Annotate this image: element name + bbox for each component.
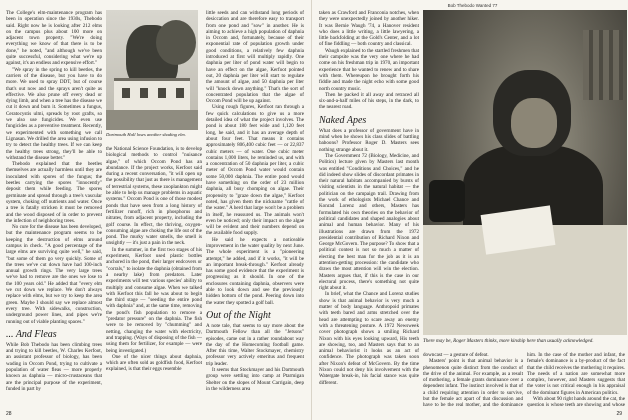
paragraph: One of the nicer things about daphnia, which are often sold as goldfish food, Kerfoot explained, is that their eggs resemble [106, 353, 202, 373]
paragraph: Using rough figures, Kerfoot ran through a few quick calculations to give us a more detailed idea of what the project involves. The pond is about 180 feet wide and 1,120 feet long, he said, and it has an average depth of about four feet. That means it contains approximately 806,400 cubic feet — or 22,837 cubic meters — of water. One cubic meter contains 1,000 liters, he reminded us, and with a concentration of 50 daphnia per liter, a cubic meter of Occom Pond water would contain some 50,000 daphnia. The entire pond would have something on the order of 23 million daphnia, all busy chomping on algae. Their propensity to "graze down the algae," Kerfoot noted, has given them the nickname "cattle of the water." A herd that large won't be a problem in itself, he reassured us. The animals won't even be noticed; only their impact on the algae will be evident and their numbers depend on the available food supply. [206, 104, 304, 237]
page-number: 28 [6, 411, 12, 417]
paragraph: him. In the case of the mother and infant, the female's dominance is a by-product of the fact that the child receives the mothering it requires. The needs of a nation are somewhat more complex, however, and Masters suggests that the voter is not critical enough in his appraisal of the dominant figures in American politics. [527, 352, 625, 396]
paragraph: "We spray in the spring to kill beetles, the carriers of the disease, but you have to do more. We used to spray DDT, but of course that's out now and the sprays aren't quite as effective. We also prune off every dead or dying limb, and when a tree has the disease we cut it down and burn it. Sometimes a fungus, Ceratocystis ulmi, spreads by root grafts, so we also use fungicides. We even use fungicides as a preventive treatment. Recently, we experimented with something we call Lignasan. We drilled the area using infusion to try to detect the healthy trees. If we can keep the healthy trees strong, they'll be able to withstand the disease better." [6, 66, 102, 161]
section-heading: Out of the Night [206, 309, 271, 321]
paragraph: In brief, what the Chance and Lorenz studies show is that animal behavior is very much a matter of body language. Anthropoid primates with teeth bared and arms stretched over the head are attempting to scare away an enemy with a threatening posture. A 1972 Newsweek cover photograph shows a smiling Richard Nixon with his eyes looking upward, His teeth are showing, too, and Masters says that to an animal behaviorist it looks as an act of confidence. The photograph was taken soon after Nixon's defeat of McGovern. By the time Nixon could not deny his involvement with the Watergate break-in, his facial stance was quite different. [319, 291, 419, 386]
paragraph: With about 90 right hands around the cat, the question is whose teeth are showing and whose [527, 396, 625, 408]
paragraph: Then he packed it all away and retraced all six-and-a-half miles of his steps, in the dark, to the nearest road. [319, 91, 419, 111]
right-column-2 [423, 352, 523, 408]
paragraph: While Bob Thebodo has been climbing trees and trying to kill beetles, W. Charles Kerfoot, an assistant professor of biology, has been wading in Occom Pond, trying to cultivate a population of water fleas — more properly known as daphnia — micro-crustaceans that are the principal purpose of the experiment, funded in part by [6, 341, 102, 392]
right-column-3 [527, 352, 625, 408]
paragraph: downcast — a gesture of defeat. [423, 352, 489, 358]
paragraph: It seems that Stockmayer and his Dartmouth group were settling into camp at Ptarmigan Shelter on the slopes of Mount Carrigain, deep in the wilderness area [206, 367, 304, 392]
page-number: 29 [616, 411, 622, 417]
paragraph: little seeds and can withstand long periods of desiccation and are therefore easy to transport from one pond and "sow" in another. He is aiming to achieve a high population of daphnia in Occom and, fortunately, because of their exponential rate of population growth under good conditions, a relatively few daphnia introduced at first will multiply rapidly. One daphnia per liter of pond water will begin to have an effect on the algae, Kerfoot pointed out, 20 daphnia per liter will start to regulate the amount of algae, and 50 daphnia per liter will "knock down anything." That's the sort of concentrated population that the algae of Occom Pond will be up against. [206, 10, 304, 105]
paragraph: taken as Crawford and Franconia notches, when they were unexpectedly joined by another hiker. It was Bernie Waugh '74, a Hanover resident who does a little writing, a little lawyering, a little backfolding at the Gold's Center, and a lot of fine fiddling — both country and classical. [319, 10, 419, 48]
paragraph: Waugh explained to the startled freshmen that their campsite was the very one where he had come on his freshman trip in 1970, an important experience that he wanted to renew and to share with them. Whereupon he brought forth his fiddle and made the night echo with some good north country music. [319, 47, 419, 92]
photo-caption: Dartmouth Hall loses another shading elm. [106, 132, 186, 137]
chimpanzee-photo [423, 10, 627, 335]
paragraph: In the summer, in the first two stages of his experiment, Kerfoot used plastic bottles anchored in the pond, their larger endcovers or "corrals," to isolate the daphnia (obtained from a nearby lake) from predators. Later experiments will test various species' ability to multiply and consume algae. When we talked with Kerfoot this fall he was about to begin the third stage — "seeding the entire pond with daphnia" and, at the same time, removing the pond's fish population to remove a "predator pressure" on the daphnia. The fish were to be removed by "chumming" and netting, changing the water with electricity, and trapping. (Ways of disposing of the fish — using them for fertilizer, for example — were being investigated.) [106, 246, 202, 354]
paragraph: Masters' point is that animal behavior is a phenomenon quite distinct from the conduct of the drive of the animal. For example, as a result of mothering, a female grants dominance over a dependent infant. The instinct involved is that of a child requiring attention in order to survive, but the female act apart of that discussion and have to be the real mother, and the dominance [423, 358, 523, 408]
section-heading: Naked Apes [319, 114, 367, 126]
dartmouth-hall-photo [106, 10, 198, 130]
left-page [0, 0, 312, 420]
paragraph: The College's elm-maintenance program has been in operation since the 1930s, Thebodo said. Right now he is looking after 212 elms on the campus plus about 100 more on adjacent town property. "We're doing everything we know of that there is to be done," he noted, "and although we've been quite successful, considering what we're up against, it's an endless and expensive effort." [6, 10, 102, 67]
paragraph: No cure for the disease has been developed, but the maintenance program seems to be keeping the destruction of elms around campus in check. "A good percentage of the large elms are surviving quite well," he said, "but some of them go very quickly. Some of the trees we've cut down have had 100-inch annual growth rings. The very large trees we've had to remove are the ones we lose to the 100 years old." He added that "every elm we cut down we replace. We don't always replace with elms, but we try to keep the area green. Maybe I should say we replace almost every tree. With sidewalks, construction, underground power lines, and pipes we're running out of viable planting spaces." [6, 224, 102, 325]
running-head: Bob Thebodo Wanted 77 [447, 3, 498, 8]
paragraph: A note tale, that seems to say more about the Dartmouth Fellow than all the "Jetsons" episodes, came out in a rather roundabout way the day of the Homecoming football game. After this time, Walter Stockmayer, chemistry professor very actively emeritus and frequent trip leader. [206, 322, 304, 367]
right-page [317, 0, 628, 420]
section-heading: ... And Fleas [6, 328, 57, 340]
paragraph: The Government 72 (Biology, Medicine, and Politics) lecture given by Masters last month was entitled "Conditions and Choices," and he did indeed show slides of discordant primates in their natural habitats accompanied by bursts of visiting scientists in the natural habitat — the politician on the campaign trail. Drawing from the work of ethologists Michael Chance and Konrad Lorenz and others, Masters has formulated his own theories on the behavior of political candidates and shaped analogies about animal and human behavior. Many of his illustrations are drawn from the 1972 presidential contribution of Richard Nixon and George McGovern. The purpose? To show that a political contest is not so much a matter of electing the best man for the job as it is an attention-getting procession: the candidate who draws the most attention will win the election. Masters argues that, if this is the case in our electoral process, there's something not quite right about it. [319, 152, 419, 292]
paragraph: He said he expects a noticeable improvement in the water quality by next June. The whole experiment is a "pioneering attempt," he added, and if it works, "it will be an important break-through." Kerfoot already has some good evidence that the experiment is progressing as it should. In one of the enclosures containing daphnia, observers were able to look down and see the previously hidden bottom of the pond. Peering down into the water they spotted a golf ball. [206, 236, 304, 306]
photo-caption: There may be, Roger Masters thinks, more kinship here than usually acknowledged. [423, 338, 594, 344]
left-column-2 [106, 146, 202, 408]
paragraph: Thebodo explained that the beetles themselves are actually harmless until they are inoculated with spores of the fungus; the beetles carrying the spores "innocently" deposit them while feeding. The spores germinate and spread through a tree's vascular system, choking off nutrients and water. Once a tree is fatally stricken it must be removed and the wood disposed of in order to prevent the infection of neighboring trees. [6, 161, 102, 224]
paragraph: the National Science Foundation, is to develop biological methods to control "nuisance algae," of which Occom Pond has an abundance. If the project works, Kerfoot said during a recent conversation, "it will open up the possibility that just as there is management of terrestrial systems, these zooplankton might be able to help us manage problems in aquatic systems." Occom Pond is one of those modest ponds that have seen from a long history of fertilizer runoff, rich in phosphorus and nitrates, from adjacent property, including the golf course. In effect, the thriving, oxygen-consuming algae are choking the life out of the pond. The murky water smells, the smell is unsightly — it's just a pain in the neck. [106, 146, 202, 247]
right-column-1 [319, 10, 419, 408]
paragraph: What does a professor of government have in mind when he shows his class slides of battling baboons? Professor Roger D. Masters sees nothing strange about it. [319, 127, 419, 153]
left-column-1 [6, 10, 102, 408]
left-column-3 [206, 10, 304, 408]
